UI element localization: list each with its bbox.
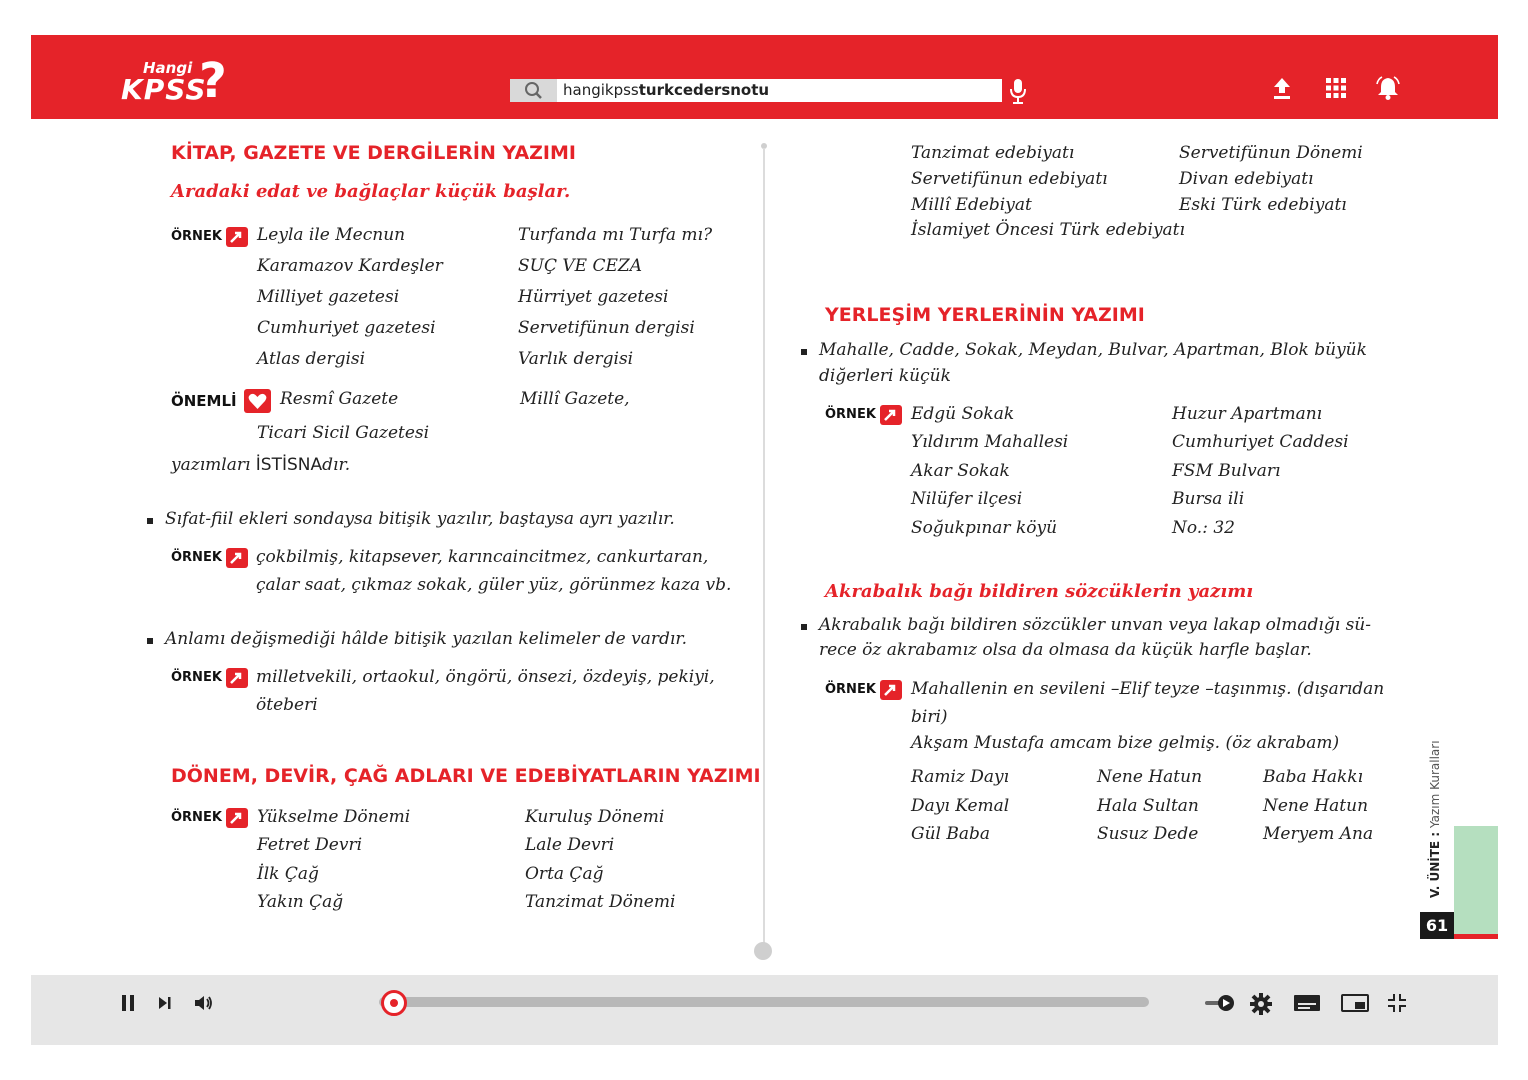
- rule-text: Mahalle, Cadde, Sokak, Meydan, Bulvar, Apartman, Blok büyük: [819, 340, 1367, 360]
- search-bar[interactable]: [510, 79, 1002, 102]
- section-title-books: KİTAP, GAZETE VE DERGİLERİN YAZIMI: [171, 142, 576, 164]
- example-label: ÖRNEK: [171, 670, 222, 685]
- example-item: FSM Bulvarı: [1172, 461, 1281, 481]
- example-item: Millî Edebiyat: [911, 195, 1032, 215]
- next-icon[interactable]: [155, 991, 175, 1019]
- bullet-marker: [801, 624, 807, 630]
- example-item: Varlık dergisi: [518, 349, 634, 369]
- arrow-icon: [226, 227, 248, 247]
- exception-post: dır.: [322, 455, 351, 475]
- example-item: Cumhuriyet Caddesi: [1172, 432, 1349, 452]
- search-icon[interactable]: [510, 79, 557, 102]
- example-item: Dayı Kemal: [911, 796, 1010, 816]
- example-label: ÖRNEK: [171, 229, 222, 244]
- notification-bell-icon[interactable]: [1375, 75, 1401, 101]
- example-item: Fetret Devri: [257, 835, 363, 855]
- logo-small-text: Hangi: [143, 59, 193, 77]
- example-item: Turfanda mı Turfa mı?: [518, 225, 713, 245]
- arrow-icon: [226, 668, 248, 688]
- example-item: Servetifünun edebiyatı: [911, 169, 1108, 189]
- arrow-icon: [226, 548, 248, 568]
- unit-label: [1428, 740, 1442, 898]
- volume-icon[interactable]: [192, 991, 216, 1019]
- logo[interactable]: [121, 53, 241, 109]
- example-item: Tanzimat edebiyatı: [911, 143, 1075, 163]
- example-label: ÖRNEK: [825, 682, 876, 697]
- upload-icon[interactable]: [1269, 75, 1295, 101]
- rule-text: Anlamı değişmediği hâlde bitişik yazılan kelimeler de vardır.: [165, 629, 687, 649]
- example-item: Orta Çağ: [525, 864, 604, 884]
- example-item: Milliyet gazetesi: [257, 287, 400, 307]
- autoplay-toggle-icon[interactable]: [1203, 991, 1237, 1019]
- example-item: SUÇ VE CEZA: [518, 256, 642, 276]
- example-item: Cumhuriyet gazetesi: [257, 318, 436, 338]
- heart-icon: [244, 389, 271, 413]
- important-label: ÖNEMLİ: [171, 392, 237, 410]
- example-item: çokbilmiş, kitapsever, karıncaincitmez, cankurtaran,: [256, 547, 709, 567]
- example-item: Edgü Sokak: [911, 404, 1015, 424]
- example-item: Tanzimat Dönemi: [525, 892, 676, 912]
- example-item: Kuruluş Dönemi: [525, 807, 665, 827]
- bullet-marker: [801, 349, 807, 355]
- example-item: Mahallenin en sevileni –Elif teyze –taşınmış. (dışarıdan: [911, 679, 1385, 699]
- example-label: ÖRNEK: [171, 550, 222, 565]
- example-item: Hala Sultan: [1097, 796, 1199, 816]
- exception-word: İSTİSNA: [255, 455, 323, 475]
- example-item: Soğukpınar köyü: [911, 518, 1058, 538]
- settings-gear-icon[interactable]: [1248, 991, 1274, 1021]
- search-input[interactable]: [563, 81, 769, 99]
- example-item: Divan edebiyatı: [1179, 169, 1314, 189]
- example-item: Baba Hakkı: [1263, 767, 1364, 787]
- logo-question-mark: ?: [199, 53, 227, 109]
- example-item: Servetifünun Dönemi: [1179, 143, 1363, 163]
- section-title-periods: DÖNEM, DEVİR, ÇAĞ ADLARI VE EDEBİYATLARIN YAZIMI: [171, 765, 761, 787]
- arrow-icon: [880, 680, 902, 700]
- example-item: milletvekili, ortaokul, öngörü, önsezi, özdeyiş, pekiyi,: [256, 667, 715, 687]
- picture-in-picture-icon[interactable]: [1340, 991, 1370, 1019]
- rule-text: Akrabalık bağı bildiren sözcükler unvan veya lakap olmadığı sü-: [819, 615, 1371, 635]
- section-subtitle-books: Aradaki edat ve bağlaçlar küçük başlar.: [171, 181, 571, 202]
- important-item: Resmî Gazete: [280, 389, 399, 409]
- example-item: Leyla ile Mecnun: [257, 225, 406, 245]
- example-item: Eski Türk edebiyatı: [1179, 195, 1347, 215]
- example-item: Ramiz Dayı: [911, 767, 1010, 787]
- rule-text: rece öz akrabamız olsa da olmasa da küçük harfle başlar.: [819, 640, 1312, 660]
- unit-topic: Yazım Kuralları: [1428, 740, 1442, 829]
- arrow-icon: [880, 405, 902, 425]
- apps-grid-icon[interactable]: [1323, 75, 1349, 101]
- column-divider-end: [754, 942, 772, 960]
- important-item: Millî Gazete,: [520, 389, 630, 409]
- video-player-controls: [31, 975, 1498, 1045]
- example-item: çalar saat, çıkmaz sokak, güler yüz, görünmez kaza vb.: [256, 575, 732, 595]
- example-item: Huzur Apartmanı: [1172, 404, 1323, 424]
- example-item: Nene Hatun: [1097, 767, 1203, 787]
- example-item: Yükselme Dönemi: [257, 807, 411, 827]
- example-item: İslamiyet Öncesi Türk edebiyatı: [911, 220, 1185, 240]
- search-text-prefix: hangikpss: [563, 81, 639, 99]
- logo-main-text: KPSS: [121, 73, 207, 106]
- exception-note: [171, 455, 350, 475]
- example-item: Akar Sokak: [911, 461, 1010, 481]
- example-item: Akşam Mustafa amcam bize gelmiş. (öz akrabam): [911, 733, 1340, 753]
- example-item: Nene Hatun: [1263, 796, 1369, 816]
- example-item: Atlas dergisi: [257, 349, 366, 369]
- example-item: Meryem Ana: [1263, 824, 1374, 844]
- example-label: ÖRNEK: [171, 810, 222, 825]
- section-title-settlements: YERLEŞİM YERLERİNİN YAZIMI: [825, 304, 1145, 326]
- rule-text: diğerleri küçük: [819, 366, 951, 386]
- important-item: Ticari Sicil Gazetesi: [257, 423, 430, 443]
- example-item: Bursa ili: [1172, 489, 1245, 509]
- progress-track[interactable]: [379, 997, 1149, 1007]
- bullet-marker: [147, 638, 153, 644]
- example-item: Yıldırım Mahallesi: [911, 432, 1069, 452]
- example-item: Servetifünun dergisi: [518, 318, 695, 338]
- example-item: Hürriyet gazetesi: [518, 287, 669, 307]
- column-divider: [763, 148, 765, 948]
- pause-icon[interactable]: [119, 991, 139, 1019]
- search-text-bold: turkcedersnotu: [638, 81, 770, 99]
- example-item: İlk Çağ: [257, 864, 319, 884]
- top-bar: [31, 35, 1498, 119]
- example-item: öteberi: [256, 695, 318, 715]
- subtitles-icon[interactable]: [1292, 991, 1322, 1019]
- exception-pre: yazımları: [171, 455, 256, 475]
- example-label: ÖRNEK: [825, 407, 876, 422]
- microphone-icon[interactable]: [1009, 77, 1027, 105]
- example-item: Yakın Çağ: [257, 892, 344, 912]
- example-item: Karamazov Kardeşler: [257, 256, 443, 276]
- example-item: Nilüfer ilçesi: [911, 489, 1023, 509]
- example-item: Lale Devri: [525, 835, 615, 855]
- rule-text: Sıfat-fiil ekleri sondaysa bitişik yazılır, baştaysa ayrı yazılır.: [165, 509, 675, 529]
- exit-fullscreen-icon[interactable]: [1385, 991, 1409, 1019]
- unit-tab: [1454, 826, 1498, 934]
- example-item: Gül Baba: [911, 824, 991, 844]
- example-item: No.: 32: [1172, 518, 1235, 538]
- unit-number: V. ÜNİTE :: [1428, 831, 1442, 898]
- example-item: Susuz Dede: [1097, 824, 1199, 844]
- bullet-marker: [147, 518, 153, 524]
- unit-tab-accent: [1454, 934, 1498, 939]
- example-item: biri): [911, 707, 948, 727]
- page-number: 61: [1420, 912, 1454, 939]
- arrow-icon: [226, 808, 248, 828]
- section-title-kinship: Akrabalık bağı bildiren sözcüklerin yazımı: [825, 581, 1254, 602]
